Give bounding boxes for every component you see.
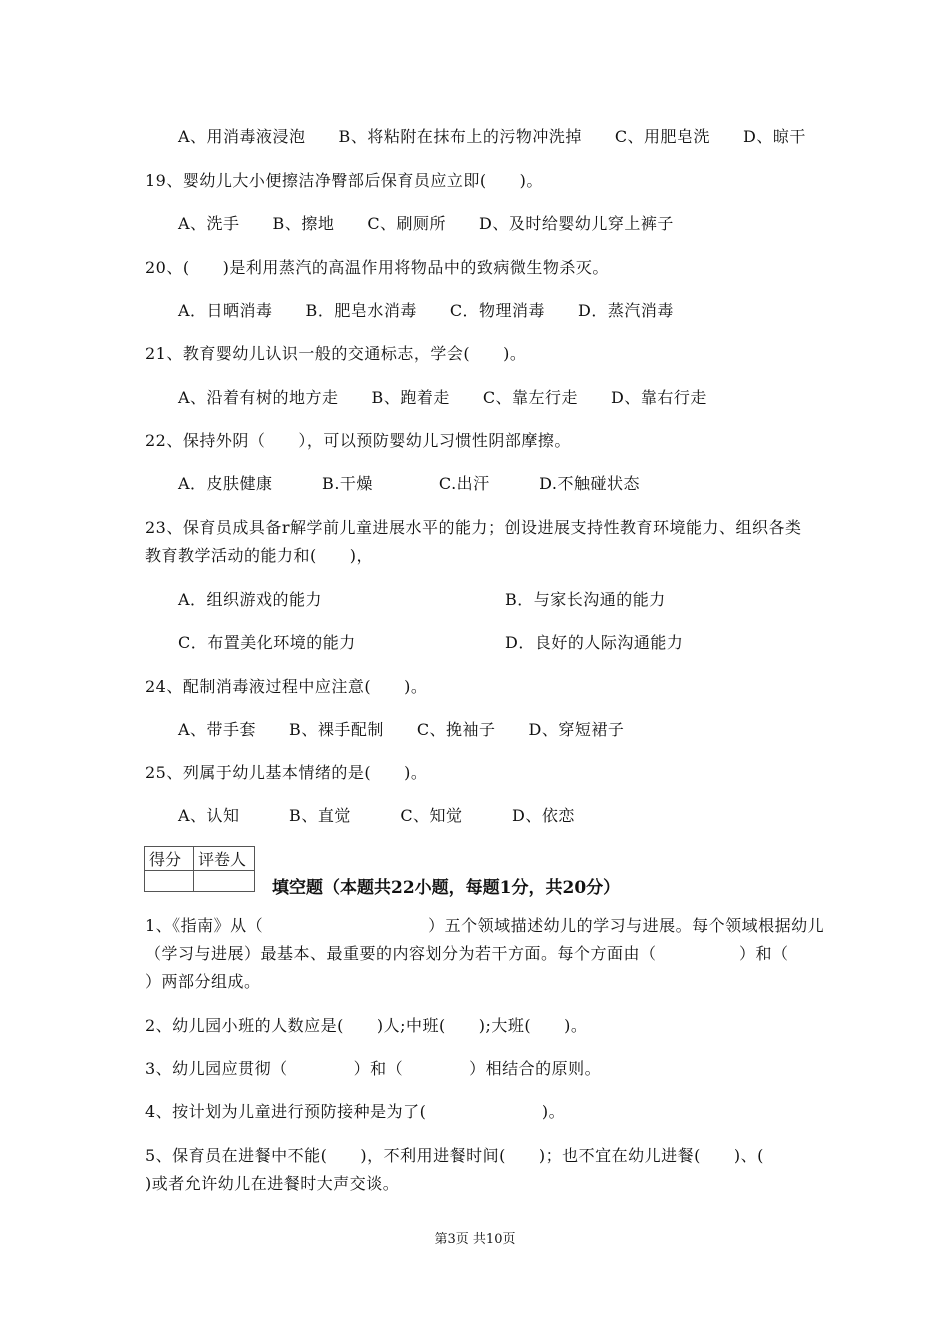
q22-question: 22、保持外阴（ ），可以预防婴幼儿习惯性阴部摩擦。 [145,431,571,450]
fill-5-line2: )或者允许幼儿在进餐时大声交谈。 [145,1174,400,1193]
q23-question-line1: 23、保育员成具备r解学前儿童进展水平的能力；创设进展支持性教育环境能力、组织各类 [145,518,802,537]
q19-question: 19、婴幼儿大小便擦洁净臀部后保育员应立即( )。 [145,171,543,190]
q24-question: 24、配制消毒液过程中应注意( )。 [145,677,428,696]
q25-question: 25、列属于幼儿基本情绪的是( )。 [145,763,428,782]
q25-options: A、认知 B、直觉 C、知觉 D、依恋 [178,806,575,825]
fill-1-line2: （学习与进展）最基本、最重要的内容划分为若干方面。每个方面由（ ）和（ [145,944,789,963]
page-footer: 第3页 共10页 [434,1232,516,1247]
fill-4: 4、按计划为儿童进行预防接种是为了( )。 [145,1102,566,1121]
q18-options: A、用消毒液浸泡 B、将粘附在抹布上的污物冲洗掉 C、用肥皂洗 D、晾干 [178,127,806,146]
q24-options: A、带手套 B、裸手配制 C、挽袖子 D、穿短裙子 [178,720,625,739]
score-label: 得分 [145,847,194,871]
fill-1-line3: ）两部分组成。 [145,972,261,991]
q23-option-c: C．布置美化环境的能力 [178,633,356,652]
fill-3: 3、幼儿园应贯彻（ ）和（ ）相结合的原则。 [145,1059,602,1078]
grader-label: 评卷人 [194,847,255,871]
fill-2: 2、幼儿园小班的人数应是( )人;中班( );大班( )。 [145,1016,588,1035]
q20-question: 20、( )是利用蒸汽的高温作用将物品中的致病微生物杀灭。 [145,258,609,277]
section-title: 填空题（本题共22小题，每题1分，共20分） [272,878,621,898]
q23-option-a: A．组织游戏的能力 [178,590,323,609]
score-cell [145,871,194,892]
fill-5-line1: 5、保育员在进餐中不能( )，不利用进餐时间( )；也不宜在幼儿进餐( )、( [145,1146,764,1165]
score-box [144,846,255,892]
q23-question-line2: 教育教学活动的能力和( )， [145,546,373,565]
q21-question: 21、教育婴幼儿认识一般的交通标志，学会( )。 [145,344,527,363]
q23-option-d: D．良好的人际沟通能力 [505,633,684,652]
q21-options: A、沿着有树的地方走 B、跑着走 C、靠左行走 D、靠右行走 [178,388,707,407]
fill-1-line1: 1、《指南》从（ ）五个领域描述幼儿的学习与进展。每个领域根据幼儿 [145,916,825,935]
grader-cell [194,871,255,892]
q23-option-b: B．与家长沟通的能力 [505,590,666,609]
q20-options: A．日晒消毒 B．肥皂水消毒 C．物理消毒 D．蒸汽消毒 [178,301,674,320]
q22-options: A．皮肤健康 B.干燥 C.出汗 D.不触碰状态 [178,474,641,493]
q19-options: A、洗手 B、擦地 C、刷厕所 D、及时给婴幼儿穿上裤子 [178,214,674,233]
